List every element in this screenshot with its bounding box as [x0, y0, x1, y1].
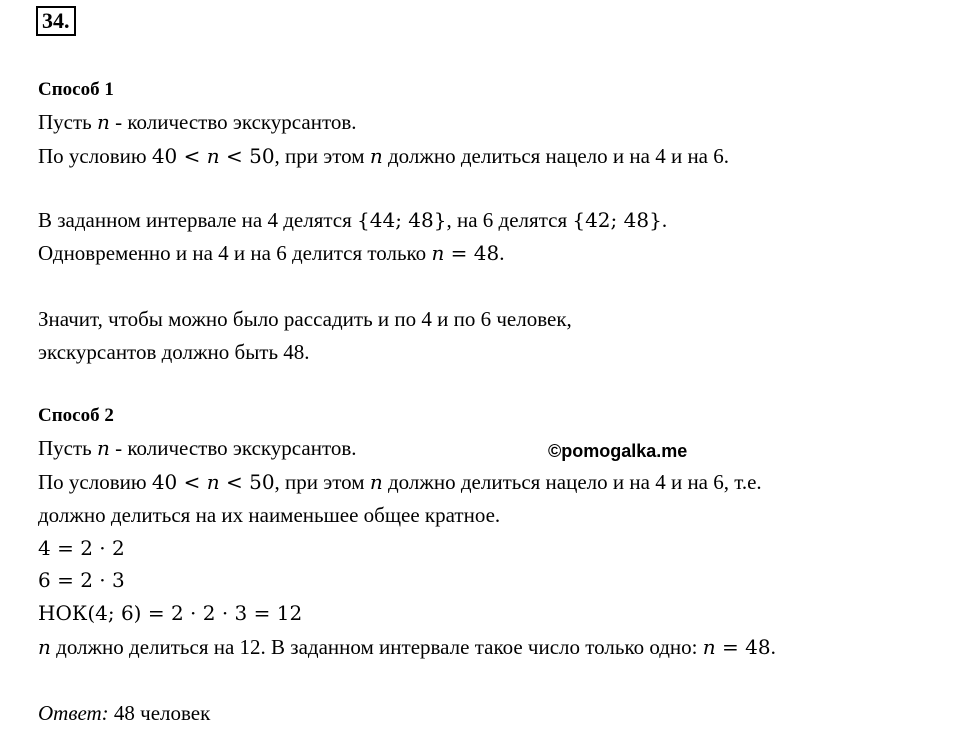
method-1-line-5: Значит, чтобы можно было рассадить и по 4 и по 6 человек, [38, 307, 572, 331]
text: . [661, 208, 668, 232]
method-2-line-3: должно делиться на их наименьшее общее кратное. [38, 503, 501, 527]
text: Пусть [38, 436, 97, 460]
math-expr: 40 < [151, 144, 207, 168]
method-1-title: Способ 1 [38, 79, 114, 100]
variable-n: n [431, 241, 445, 265]
text: должно делиться на 12. В заданном интервале такое число только одно: [50, 635, 703, 659]
text: должно делиться нацело и на 4 и на 6. [382, 144, 730, 168]
text: должно делиться нацело и на 4 и на 6, т.е. [382, 470, 762, 494]
variable-n: n [369, 470, 383, 494]
text: , при этом [274, 144, 370, 168]
text: Одновременно и на 4 и на 6 делится только [38, 241, 432, 265]
method-2-line-6: НОК(4; 6) = 2 · 2 · 3 = 12 [38, 601, 303, 625]
text: Пусть [38, 110, 97, 134]
method-2-line-2 [38, 469, 762, 495]
text: По условию [38, 470, 152, 494]
math-expr: 40 < [151, 470, 207, 494]
variable-n: n [97, 436, 110, 460]
variable-n: n [97, 110, 110, 134]
method-1-line-3 [38, 207, 667, 233]
method-2-line-4: 4 = 2 · 2 [38, 536, 125, 560]
variable-n: n [369, 144, 383, 168]
math-expr: = 48 [444, 241, 500, 265]
watermark: ©pomogalka.me [548, 441, 688, 461]
method-1-line-2 [38, 143, 729, 169]
answer-line [38, 700, 210, 726]
answer-label: Ответ: [38, 701, 109, 725]
text: По условию [38, 144, 152, 168]
text: . [499, 241, 505, 265]
method-1-line-6: экскурсантов должно быть 48. [38, 340, 310, 364]
variable-n: n [702, 635, 716, 659]
text: , на 6 делятся [446, 208, 573, 232]
text: . [770, 635, 776, 659]
method-2-title: Способ 2 [38, 405, 114, 426]
text: В заданном интервале на 4 делятся [38, 208, 358, 232]
problem-number: 34. [36, 6, 76, 36]
method-1-line-1 [38, 109, 357, 135]
method-2-line-1 [38, 435, 357, 461]
math-expr: < 50 [219, 470, 275, 494]
math-set: {44; 48} [357, 208, 447, 232]
math-expr: < 50 [219, 144, 275, 168]
method-2-line-5: 6 = 2 · 3 [38, 568, 125, 592]
math-set: {42; 48} [572, 208, 662, 232]
method-1-line-4 [38, 240, 505, 266]
math-expr: = 48 [715, 635, 771, 659]
answer-value: 48 человек [108, 701, 211, 725]
variable-n: n [38, 635, 51, 659]
text: , при этом [274, 470, 370, 494]
method-2-line-7 [38, 634, 776, 660]
text: - количество экскурсантов. [109, 436, 357, 460]
variable-n: n [206, 470, 220, 494]
text: - количество экскурсантов. [109, 110, 357, 134]
variable-n: n [206, 144, 220, 168]
